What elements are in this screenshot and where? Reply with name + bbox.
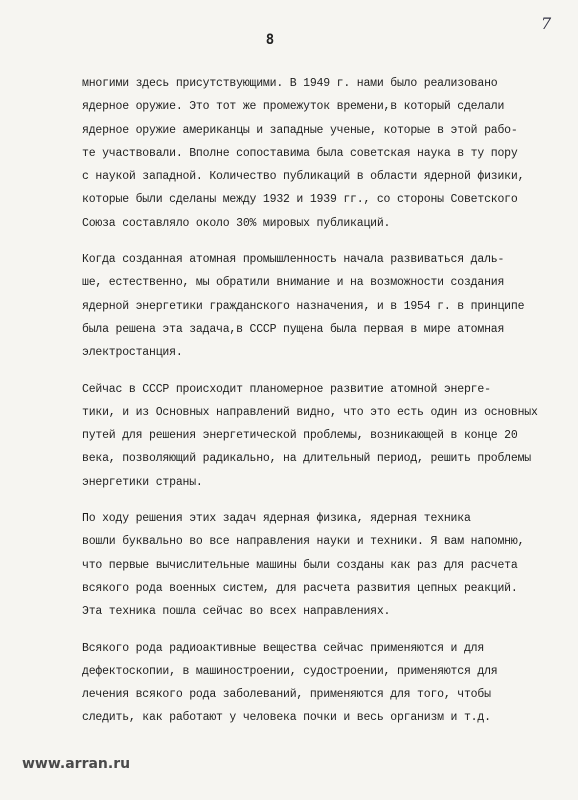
text-line: энергетики страны. [82, 475, 203, 489]
paragraph-2 [82, 248, 552, 364]
text-line: ядерное оружие. Это тот же промежуток времени,в который сделали [82, 100, 505, 114]
paragraph-3 [82, 378, 552, 494]
text-line: дефектоскопии, в машиностроении, судостроении, применяются для [82, 664, 498, 678]
paragraph-1 [82, 72, 552, 235]
footer-url: www.arran.ru [22, 756, 131, 772]
text-line: лечения всякого рода заболеваний, применяются для того, чтобы [82, 688, 491, 702]
text-line: ядерное оружие американцы и западные ученые, которые в этой рабо- [82, 123, 518, 137]
text-line: Союза составляло около 30% мировых публикаций. [82, 216, 391, 230]
text-line: те участвовали. Вполне сопоставима была советская наука в ту пору [82, 146, 518, 160]
handwritten-page-mark: 7 [541, 14, 552, 33]
text-line: Сейчас в СССР происходит планомерное развитие атомной энергe- [82, 382, 491, 396]
paragraph-5 [82, 637, 552, 730]
text-line: века, позволяющий радикально, на длительный период, решить проблемы [82, 452, 531, 466]
text-line: была решена эта задача,в СССР пущена была первая в мире атомная [82, 322, 505, 336]
text-line: с наукой западной. Количество публикаций в области ядерной физики, [82, 170, 525, 184]
text-line: тики, и из Основных направлений видно, что это есть один из основных [82, 405, 538, 419]
text-line: электростанция. [82, 346, 183, 360]
page-number: 8 [265, 32, 275, 48]
text-line: ше, естественно, мы обратили внимание и на возможности создания [82, 276, 505, 290]
paragraph-4 [82, 507, 552, 623]
text-line: ядерной энергетики гражданского назначения, и в 1954 г. в принципе [82, 299, 525, 313]
body-text [82, 72, 552, 743]
text-line: Всякого рода радиоактивные вещества сейчас применяются и для [82, 641, 485, 655]
text-line: Когда созданная атомная промышленность начала развиваться даль- [82, 253, 505, 267]
text-line: которые были сделаны между 1932 и 1939 гг., со стороны Советского [82, 193, 518, 207]
text-line: путей для решения энергетической проблемы, возникающей в конце 20 [82, 429, 518, 443]
text-line: что первые вычислительные машины были созданы как раз для расчета [82, 558, 518, 572]
text-line: многими здесь присутствующими. В 1949 г. нами было реализовано [82, 77, 498, 90]
text-line: вошли буквально во все направления науки и техники. Я вам напомню, [82, 535, 525, 549]
text-line: Эта техника пошла сейчас во всех направлениях. [82, 605, 391, 619]
text-line: По ходу решения этих задач ядерная физика, ядерная техника [82, 512, 471, 526]
text-line: следить, как работают у человека почки и весь организм и т.д. [82, 711, 491, 725]
text-line: всякого рода военных систем, для расчета развития цепных реакций. [82, 581, 518, 595]
